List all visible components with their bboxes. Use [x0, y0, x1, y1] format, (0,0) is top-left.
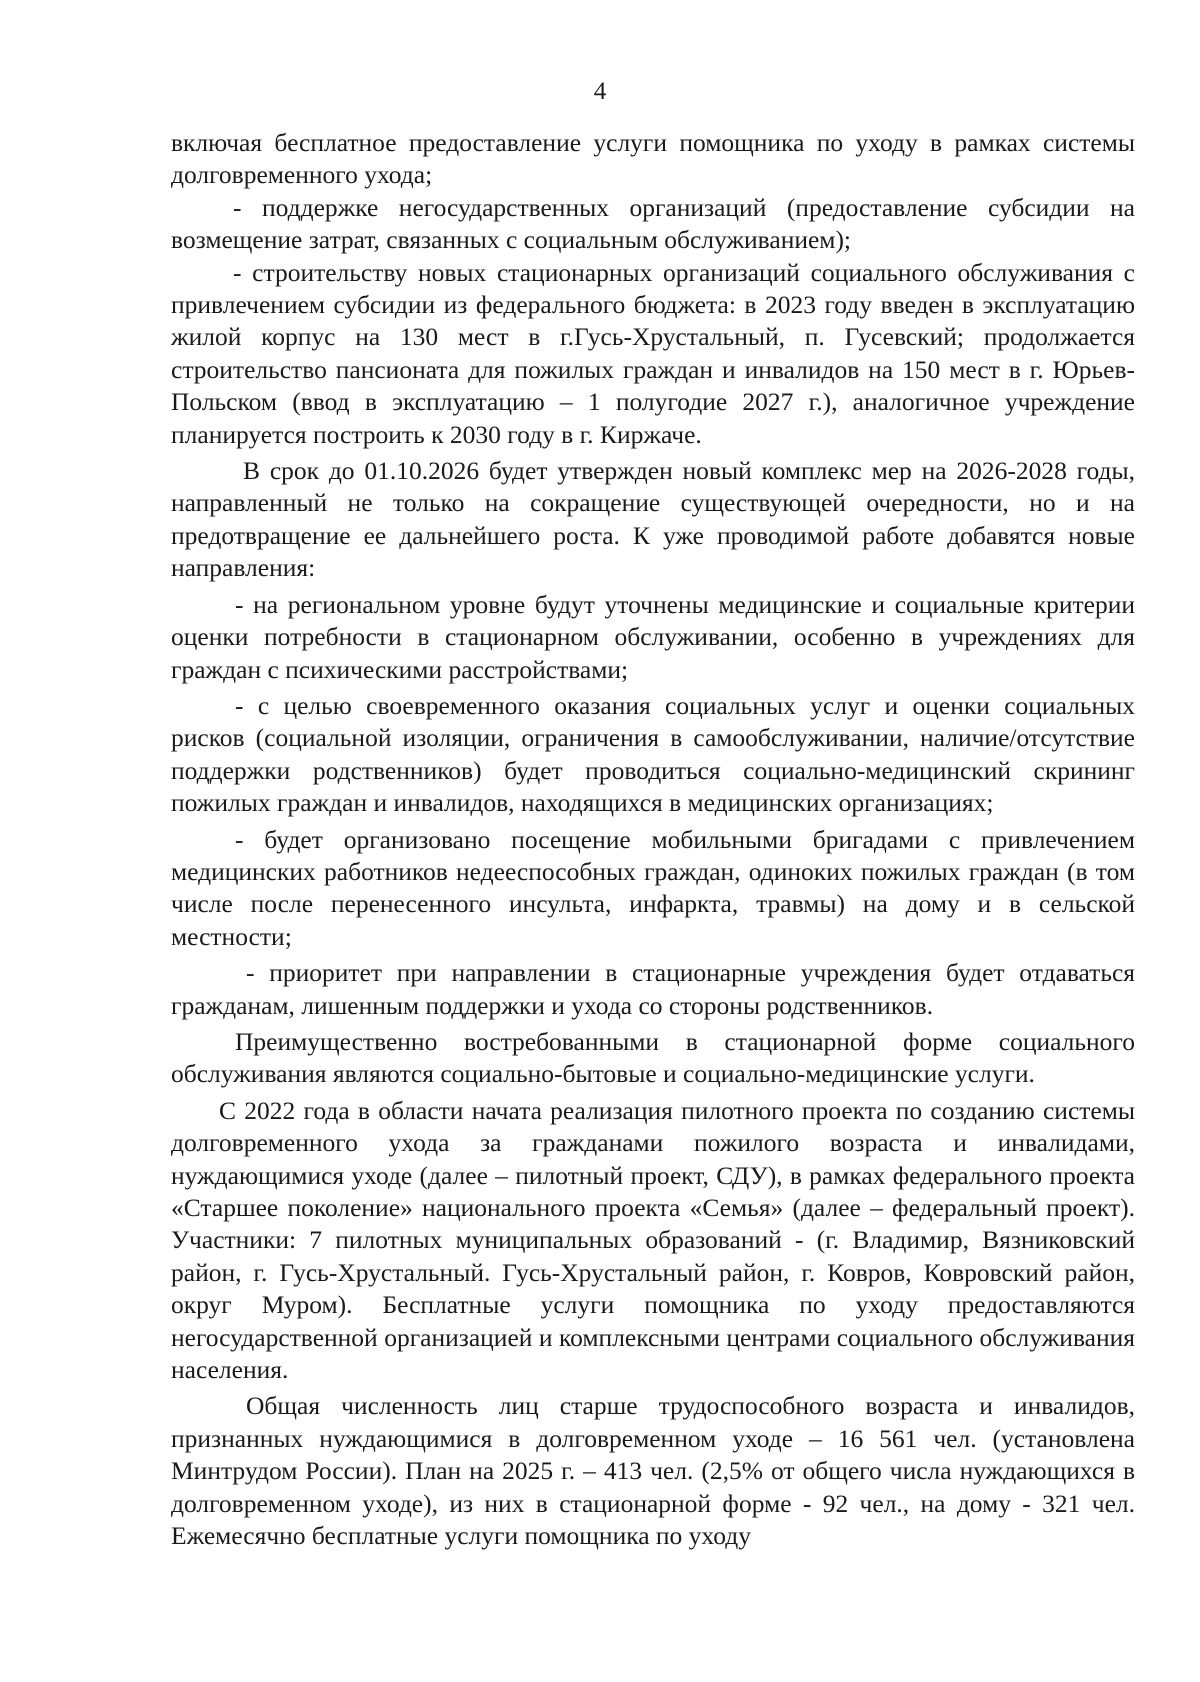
document-body: [171, 127, 1135, 1552]
paragraph: С 2022 года в области начата реализация пилотного проекта по созданию системы долговременного ухода за гражданами пожилого возраста и инвалидами, нуждающимися уходе (далее – пилотный проект, СДУ), в рамках федерального проекта «Старшее поколение» национального проекта «Семья» (далее – федеральный проект). Участники: 7 пилотных муниципальных образований - (г. Владимир, Вязниковский район, г. Гусь-Хрустальный. Гусь-Хрустальный район, г. Ковров, Ковровский район, округ Муром). Бесплатные услуги помощника по уходу предоставляются негосударственной организацией и комплексными центрами социального обслуживания населения.: [171, 1095, 1135, 1385]
paragraph: В срок до 01.10.2026 будет утвержден новый комплекс мер на 2026-2028 годы, направленный не только на сокращение существующей очередности, но и на предотвращение ее дальнейшего роста. К уже проводимой работе добавятся новые направления:: [171, 456, 1135, 583]
paragraph: Общая численность лиц старше трудоспособного возраста и инвалидов, признанных нуждающимися в долговременном уходе – 16 561 чел. (установлена Минтрудом России). План на 2025 г. – 413 чел. (2,5% от общего числа нуждающихся в долговременном уходе), из них в стационарной форме - 92 чел., на дому - 321 чел. Ежемесячно бесплатные услуги помощника по уходу: [171, 1391, 1135, 1551]
list-item: - приоритет при направлении в стационарные учреждения будет отдаваться гражданам, лишенным поддержки и ухода со стороны родственников.: [171, 958, 1135, 1020]
list-item: - строительству новых стационарных организаций социального обслуживания с привлечением субсидии из федерального бюджета: в 2023 году введен в эксплуатацию жилой корпус на 130 мест в г.Гусь-Хрустальный, п. Гусевский; продолжается строительство пансионата для пожилых граждан и инвалидов на 150 мест в г. Юрьев-Польском (ввод в эксплуатацию – 1 полугодие 2027 г.), аналогичное учреждение планируется построить к 2030 году в г. Киржаче.: [171, 257, 1135, 449]
list-item: - на региональном уровне будут уточнены медицинские и социальные критерии оценки потребности в стационарном обслуживании, особенно в учреждениях для граждан с психическими расстройствами;: [171, 589, 1135, 684]
page-number: 4: [593, 78, 607, 105]
list-item: - с целью своевременного оказания социальных услуг и оценки социальных рисков (социальной изоляции, ограничения в самообслуживании, наличие/отсутствие поддержки родственников) будет проводиться социально-медицинский скрининг пожилых граждан и инвалидов, находящихся в медицинских организациях;: [171, 690, 1135, 818]
list-item: - будет организовано посещение мобильными бригадами с привлечением медицинских работников недееспособных граждан, одиноких пожилых граждан (в том числе после перенесенного инсульта, инфаркта, травмы) на дому и в сельской местности;: [171, 824, 1135, 951]
paragraph: включая бесплатное предоставление услуги помощника по уходу в рамках системы долговременного ухода;: [171, 128, 1135, 190]
list-item: - поддержке негосударственных организаций (предоставление субсидии на возмещение затрат, связанных с социальным обслуживанием);: [171, 192, 1135, 255]
paragraph: Преимущественно востребованными в стационарной форме социального обслуживания являются социально-бытовые и социально-медицинские услуги.: [171, 1026, 1135, 1089]
